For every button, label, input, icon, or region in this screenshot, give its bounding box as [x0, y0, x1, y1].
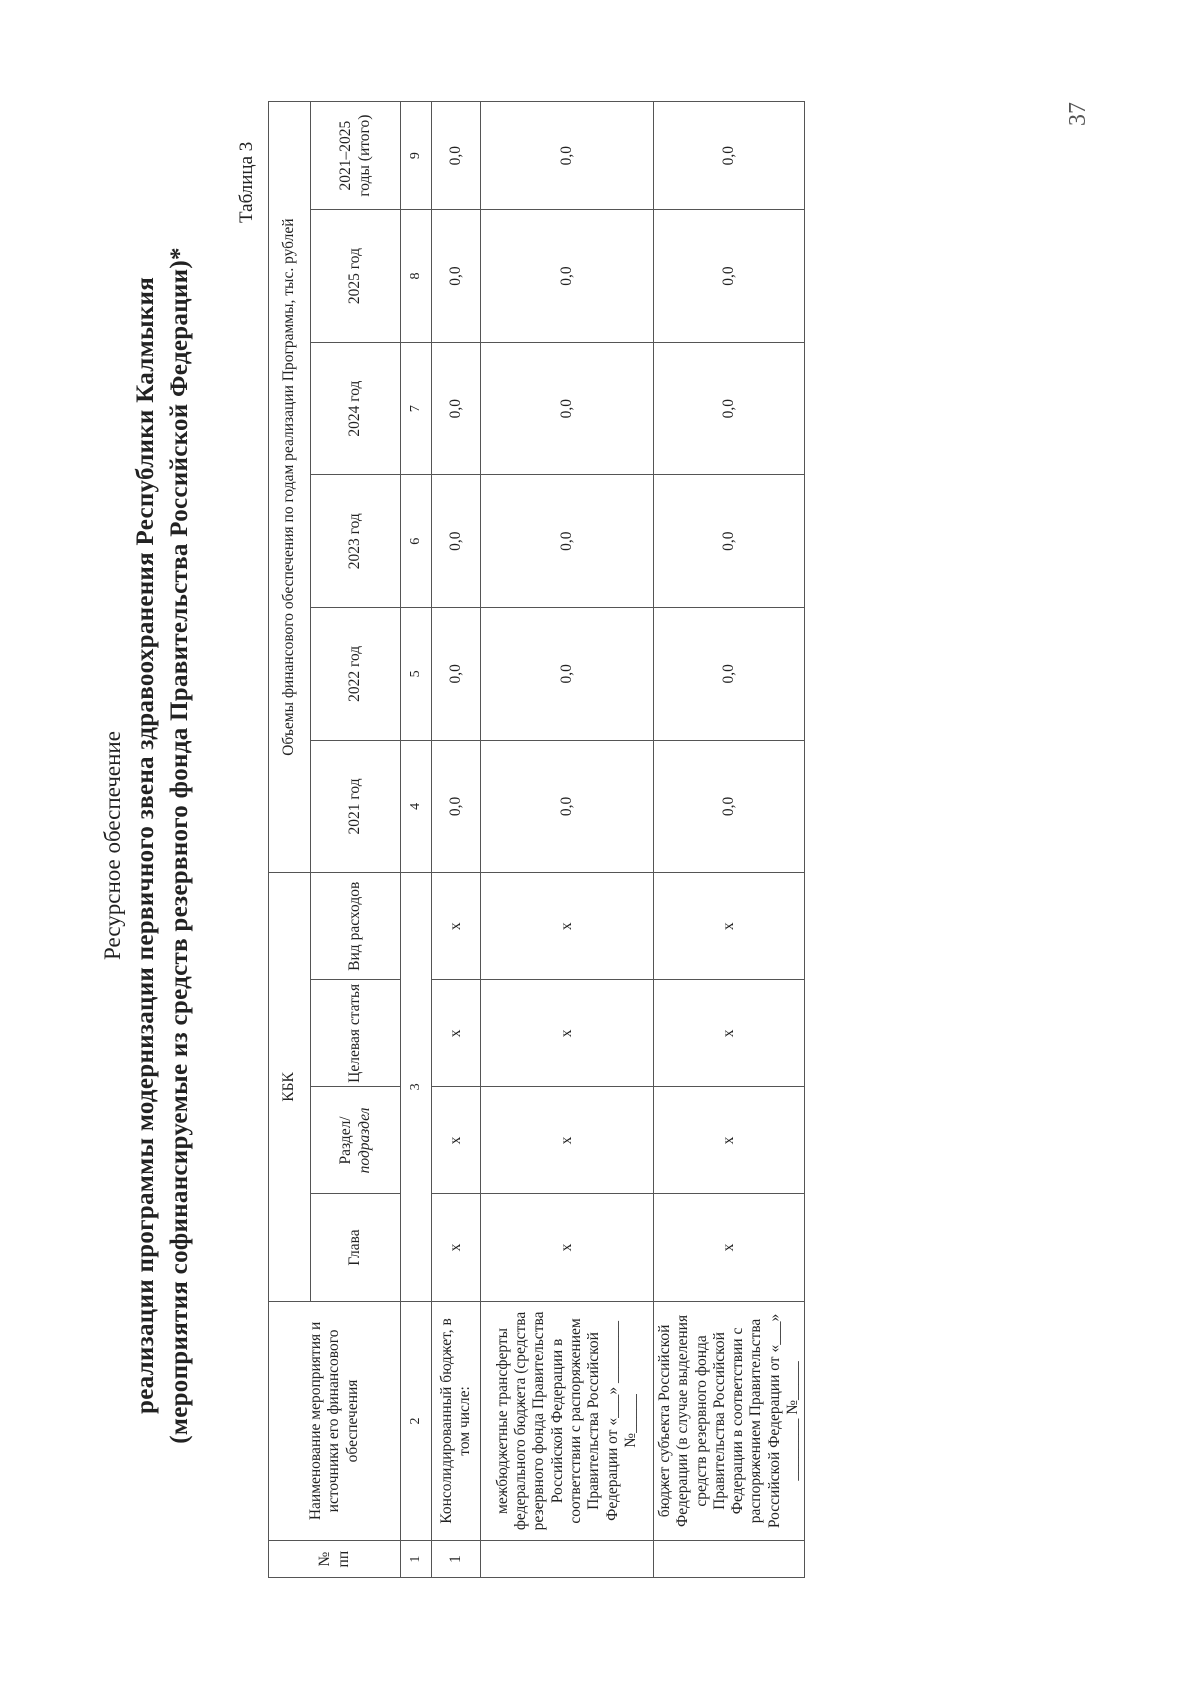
- cell-vid: x: [481, 873, 654, 980]
- header-num: № пп: [269, 1541, 401, 1578]
- cell-razdel: x: [432, 1087, 481, 1194]
- cell-total: 0,0: [432, 102, 481, 210]
- cell-razdel: x: [481, 1087, 654, 1194]
- header-glava: Глава: [311, 1194, 401, 1301]
- column-number: 8: [401, 210, 432, 343]
- table-row: [654, 102, 805, 1578]
- row-num: [481, 1541, 654, 1578]
- column-number: 2: [401, 1301, 432, 1541]
- cell-2023: 0,0: [481, 475, 654, 608]
- table-header-row: [269, 102, 311, 1578]
- cell-2024: 0,0: [654, 342, 805, 475]
- header-podrazdel: подраздел: [355, 1107, 373, 1174]
- cell-2023: 0,0: [654, 475, 805, 608]
- cell-2025: 0,0: [432, 210, 481, 343]
- column-number: 1: [401, 1541, 432, 1578]
- header-razdel: Раздел/ подраздел: [311, 1087, 401, 1194]
- column-number: 7: [401, 342, 432, 475]
- document-subtitle-note: (мероприятия софинансируемые из средств резервного фонда Правительства Российской Федерации)*: [166, 247, 193, 1444]
- column-number-row: [401, 102, 432, 1578]
- page-number: 37: [1065, 102, 1091, 126]
- cell-statya: x: [481, 980, 654, 1087]
- row-name: межбюджетные трансферты федерального бюджета (средства резервного фонда Правительства Российской Федерации в соответствии с распоряжением Правительства Российской Федерации от «___» ________ №_____: [481, 1301, 654, 1541]
- header-2025: 2025 год: [311, 210, 401, 343]
- table-row: [481, 102, 654, 1578]
- cell-2024: 0,0: [481, 342, 654, 475]
- row-num: 1: [432, 1541, 481, 1578]
- cell-2022: 0,0: [432, 608, 481, 741]
- cell-2025: 0,0: [654, 210, 805, 343]
- cell-razdel: x: [654, 1087, 805, 1194]
- header-2024: 2024 год: [311, 342, 401, 475]
- header-vid: Вид расходов: [311, 873, 401, 980]
- row-name: Консолидированный бюджет, в том числе:: [432, 1301, 481, 1541]
- column-number: 4: [401, 740, 432, 873]
- header-name: Наименование мероприятия и источники его финансового обеспечения: [269, 1301, 401, 1541]
- cell-total: 0,0: [654, 102, 805, 210]
- cell-2022: 0,0: [654, 608, 805, 741]
- header-total: 2021–2025 годы (итого): [311, 102, 401, 210]
- row-name: бюджет субъекта Российской Федерации (в случае выделения средств резервного фонда Правительства Российской Федерации в соответствии с распоряжением Правительства Российской Федерации от «___» ________ №_____: [654, 1301, 805, 1541]
- table-label: Таблица 3: [236, 141, 257, 223]
- cell-2021: 0,0: [654, 740, 805, 873]
- cell-total: 0,0: [481, 102, 654, 210]
- cell-glava: x: [654, 1194, 805, 1301]
- column-number: 5: [401, 608, 432, 741]
- cell-glava: x: [481, 1194, 654, 1301]
- cell-glava: x: [432, 1194, 481, 1301]
- cell-2022: 0,0: [481, 608, 654, 741]
- cell-vid: x: [432, 873, 481, 980]
- header-2022: 2022 год: [311, 608, 401, 741]
- cell-statya: x: [654, 980, 805, 1087]
- column-number: 9: [401, 102, 432, 210]
- table-row: [432, 102, 481, 1578]
- cell-2021: 0,0: [481, 740, 654, 873]
- cell-2021: 0,0: [432, 740, 481, 873]
- document-title: Ресурсное обеспечение: [100, 731, 125, 960]
- header-kbk: КБК: [269, 873, 311, 1301]
- resource-table: [268, 101, 805, 1578]
- document-subtitle: реализации программы модернизации первичного звена здравоохранения Республики Калмыкия: [132, 276, 159, 1415]
- header-statya: Целевая статья: [311, 980, 401, 1087]
- cell-vid: x: [654, 873, 805, 980]
- cell-2024: 0,0: [432, 342, 481, 475]
- cell-statya: x: [432, 980, 481, 1087]
- header-2021: 2021 год: [311, 740, 401, 873]
- column-number: 3: [401, 873, 432, 1301]
- header-2023: 2023 год: [311, 475, 401, 608]
- header-volume: Объемы финансового обеспечения по годам реализации Программы, тыс. рублей: [269, 102, 311, 873]
- cell-2023: 0,0: [432, 475, 481, 608]
- row-num: [654, 1541, 805, 1578]
- cell-2025: 0,0: [481, 210, 654, 343]
- column-number: 6: [401, 475, 432, 608]
